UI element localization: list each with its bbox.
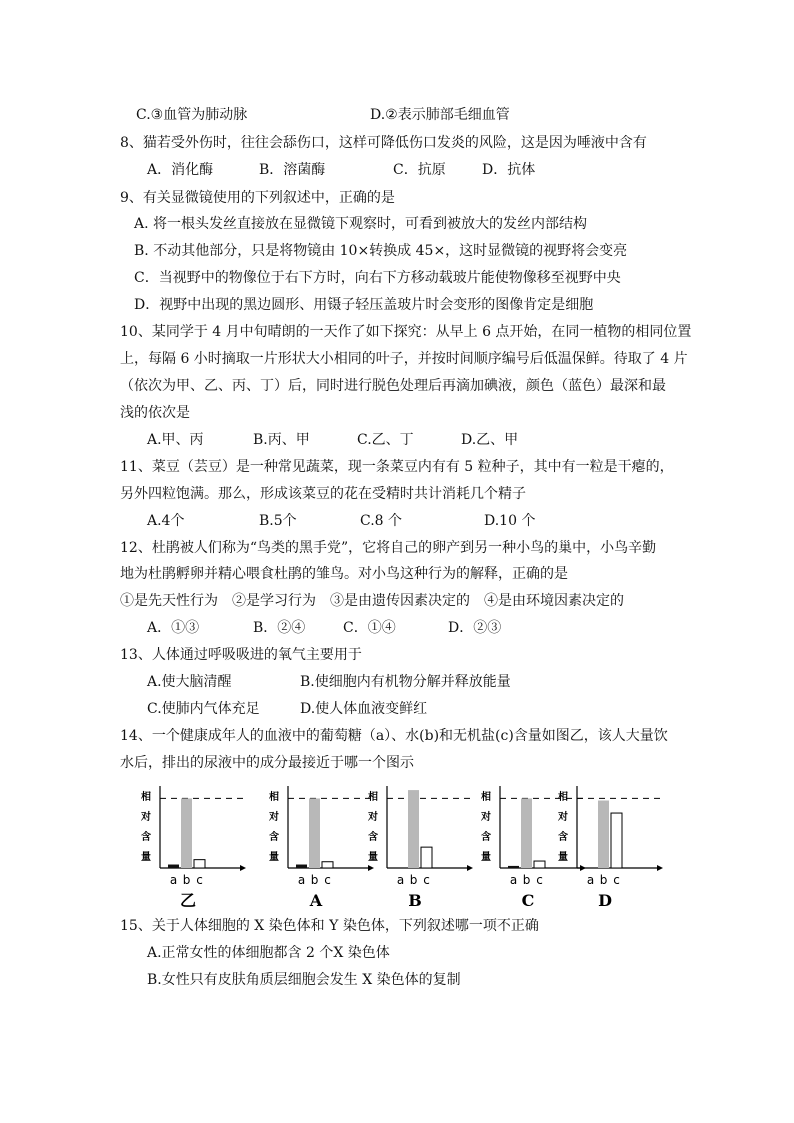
- x-tick-label: a: [586, 873, 595, 887]
- q11-option-b: B.5个: [259, 513, 297, 529]
- q8-option-c: C．抗原: [393, 162, 446, 178]
- q15-option-b: B.女性只有皮肤角质层细胞会发生 X 染色体的复制: [147, 972, 461, 988]
- x-tick-label: b: [522, 873, 531, 887]
- chart-caption: A: [309, 891, 323, 910]
- y-axis-label-char: 含: [141, 832, 151, 843]
- q13-option-d: D.使人体血液变鲜红: [300, 701, 428, 717]
- x-tick-label: c: [613, 873, 620, 887]
- q13-option-b: B.使细胞内有机物分解并释放能量: [300, 674, 511, 690]
- q10-option-c: C.乙、丁: [357, 432, 414, 448]
- y-axis-label-char: 对: [368, 812, 378, 823]
- bar-a: [296, 865, 307, 868]
- chart-a: [266, 780, 376, 920]
- y-axis-label-char: 相: [481, 792, 491, 803]
- q15-option-a: A.正常女性的体细胞都含 2 个X 染色体: [147, 945, 390, 961]
- y-axis-label-char: 量: [558, 852, 568, 863]
- q7-option-d: D.②表示肺部毛细血管: [370, 107, 510, 123]
- bar-c: [421, 847, 432, 868]
- bar-c: [611, 813, 622, 868]
- x-tick-label: c: [423, 873, 430, 887]
- q8-option-a: A．消化酶: [147, 162, 214, 178]
- y-axis-label-char: 量: [481, 852, 491, 863]
- q12-line-2: 地为杜鹃孵卵并精心喂食杜鹃的雏鸟。对小鸟这种行为的解释，正确的是: [120, 566, 568, 582]
- q9-stem: 9、有关显微镜使用的下列叙述中，正确的是: [120, 190, 395, 206]
- x-tick-label: c: [536, 873, 543, 887]
- q12-option-c: C．①④: [343, 620, 396, 636]
- q8-option-d: D．抗体: [482, 162, 536, 178]
- q14-line-1: 14、一个健康成年人的血液中的葡萄糖（a）、水(b)和无机盐(c)含量如图乙，该人大量饮: [120, 728, 668, 744]
- y-axis-label-char: 含: [558, 832, 568, 843]
- x-tick-label: c: [324, 873, 331, 887]
- bar-b: [598, 801, 609, 868]
- y-axis-label-char: 量: [368, 852, 378, 863]
- q10-option-d: D.乙、甲: [461, 432, 519, 448]
- y-axis-label-char: 相: [558, 792, 568, 803]
- chart-caption: 乙: [179, 891, 197, 910]
- q9-option-d: D．视野中出现的黑边圆形、用镊子轻压盖玻片时会变形的图像肯定是细胞: [134, 297, 594, 313]
- y-axis-label-char: 量: [141, 852, 151, 863]
- chart-d: [555, 780, 665, 920]
- q11-line-1: 11、菜豆（芸豆）是一种常见蔬菜，现一条菜豆内有有 5 粒种子，其中有一粒是干瘪的，: [120, 459, 674, 475]
- y-axis-label-char: 对: [269, 812, 279, 823]
- bar-c: [534, 861, 545, 868]
- x-tick-label: a: [169, 873, 178, 887]
- x-tick-label: b: [182, 873, 191, 887]
- y-axis-label-char: 含: [269, 832, 279, 843]
- chart-caption: D: [598, 891, 612, 910]
- y-axis-label-char: 含: [368, 832, 378, 843]
- bar-a: [508, 866, 519, 868]
- q13-option-a: A.使大脑清醒: [147, 674, 232, 690]
- x-tick-label: c: [196, 873, 203, 887]
- q12-option-d: D．②③: [448, 620, 502, 636]
- q11-option-c: C.8 个: [360, 513, 403, 529]
- bar-b: [408, 790, 419, 868]
- y-axis-label-char: 对: [558, 812, 568, 823]
- q9-option-b: B. 不动其他部分，只是将物镜由 10×转换成 45×，这时显微镜的视野将会变亮: [134, 243, 628, 259]
- x-tick-label: a: [396, 873, 405, 887]
- q10-line-2: 上，每隔 6 小时摘取一片形状大小相同的叶子，并按时间顺序编号后低温保鲜。待取了 4 片: [120, 351, 688, 367]
- bar-c: [322, 862, 333, 868]
- q11-option-a: A.4个: [147, 513, 185, 529]
- q11-option-d: D.10 个: [484, 513, 536, 529]
- q13-stem: 13、人体通过呼吸吸进的氧气主要用于: [120, 647, 362, 663]
- bar-a: [168, 865, 179, 868]
- y-axis-label-char: 相: [141, 792, 151, 803]
- x-axis-arrow: [467, 865, 473, 871]
- bar-b: [521, 798, 532, 868]
- y-axis-label-char: 对: [481, 812, 491, 823]
- y-axis-label-char: 相: [269, 792, 279, 803]
- bar-b: [181, 798, 192, 868]
- y-axis-label-char: 量: [269, 852, 279, 863]
- chart-caption: C: [521, 891, 535, 910]
- x-axis-arrow: [657, 865, 663, 871]
- chart-b: [365, 780, 475, 920]
- q12-option-b: B．②④: [253, 620, 306, 636]
- chart-caption: B: [408, 891, 422, 910]
- bar-b: [309, 798, 320, 868]
- q9-option-c: C．当视野中的物像位于右下方时，向右下方移动载玻片能使物像移至视野中央: [134, 270, 621, 286]
- q10-line-4: 浅的依次是: [120, 405, 190, 421]
- q12-option-a: A．①③: [147, 620, 200, 636]
- q10-option-a: A.甲、丙: [147, 432, 204, 448]
- q13-option-c: C.使肺内气体充足: [147, 701, 260, 717]
- q8-option-b: B．溶菌酶: [259, 162, 326, 178]
- q7-option-c: C.③血管为肺动脉: [136, 107, 248, 123]
- y-axis-label-char: 含: [481, 832, 491, 843]
- q10-option-b: B.丙、甲: [253, 432, 310, 448]
- q9-option-a: A. 将一根头发丝直接放在显微镜下观察时，可看到被放大的发丝内部结构: [134, 216, 588, 232]
- q10-line-3: （依次为甲、乙、丙、丁）后，同时进行脱色处理后再滴加碘液，颜色（蓝色）最深和最: [120, 378, 666, 394]
- bar-c: [194, 860, 205, 868]
- x-tick-label: a: [509, 873, 518, 887]
- x-tick-label: a: [297, 873, 306, 887]
- x-axis-arrow: [240, 865, 246, 871]
- y-axis-label-char: 相: [368, 792, 378, 803]
- y-axis-label-char: 对: [141, 812, 151, 823]
- chart-yi: [138, 780, 248, 920]
- q8-stem: 8、猫若受外伤时，往往会舔伤口，这样可降低伤口发炎的风险，这是因为唾液中含有: [120, 135, 647, 151]
- x-tick-label: b: [599, 873, 608, 887]
- q14-line-2: 水后，排出的尿液中的成分最接近于哪一个图示: [120, 755, 414, 771]
- q15-stem: 15、关于人体细胞的 X 染色体和 Y 染色体，下列叙述哪一项不正确: [120, 918, 539, 934]
- q11-line-2: 另外四粒饱满。那么，形成该菜豆的花在受精时共计消耗几个精子: [120, 486, 526, 502]
- x-tick-label: b: [310, 873, 319, 887]
- q10-line-1: 10、某同学于 4 月中旬晴朗的一天作了如下探究：从早上 6 点开始，在同一植物的相同位置: [120, 324, 692, 340]
- q12-line-1: 12、杜鹃被人们称为“鸟类的黑手党”，它将自己的卵产到另一种小鸟的巢中，小鸟辛勤: [120, 540, 657, 556]
- x-tick-label: b: [409, 873, 418, 887]
- q12-line-3: ①是先天性行为 ②是学习行为 ③是由遗传因素决定的 ④是由环境因素决定的: [120, 593, 624, 609]
